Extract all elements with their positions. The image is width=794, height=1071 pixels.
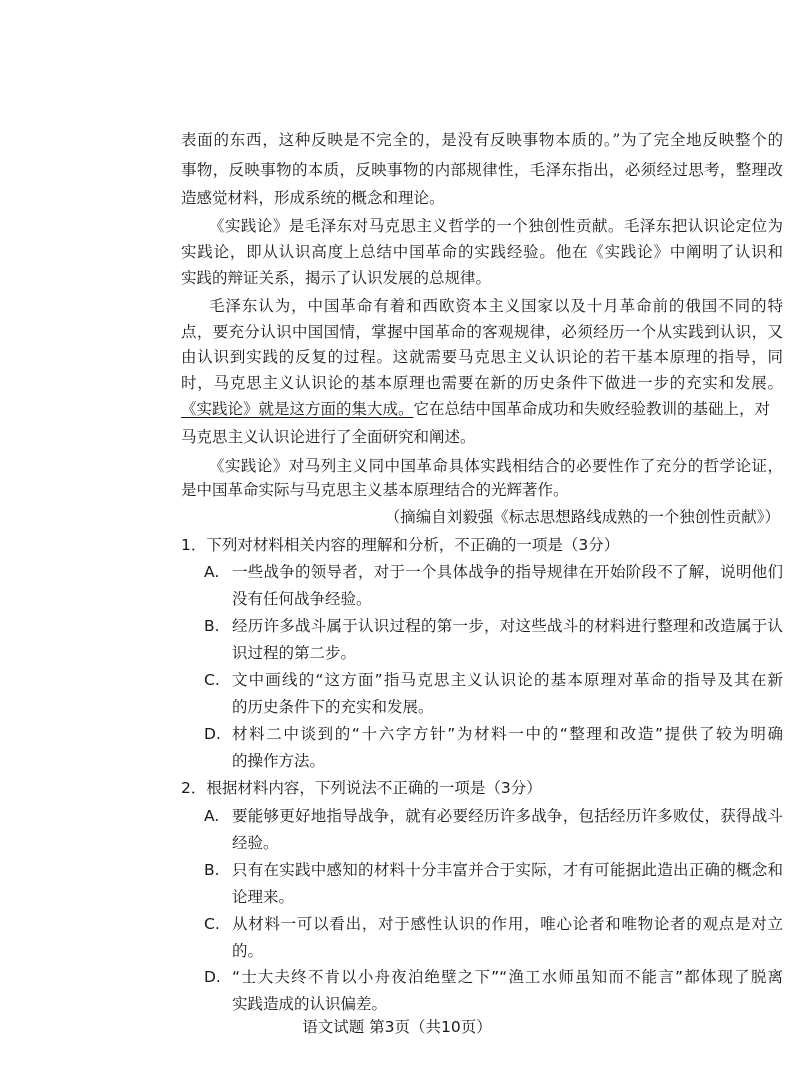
- option-text: 没有任何战争经验。: [232, 590, 372, 608]
- option-letter: D.: [204, 725, 221, 743]
- option-text: 经历许多战斗属于认识过程的第一步，对这些战斗的材料进行整理和改造属于认: [232, 617, 783, 635]
- option-text: 实践造成的认识偏差。: [232, 995, 388, 1013]
- passage-line: 《实践论》对马列主义同中国革命具体实践相结合的必要性作了充分的哲学论证，: [209, 457, 783, 475]
- option-letter: C.: [204, 671, 220, 689]
- option-letter: D.: [204, 968, 221, 986]
- passage-line: 实践论，即从认识高度上总结中国革命的实践经验。他在《实践论》中阐明了认识和: [181, 243, 783, 261]
- option-text: 识过程的第二步。: [232, 644, 357, 662]
- passage-line: 是中国革命实际与马克思主义基本原理结合的光辉著作。: [181, 481, 569, 499]
- underlined-passage: 《实践论》就是这方面的集大成。: [181, 400, 414, 418]
- option-text: 的历史条件下的充实和发展。: [232, 698, 434, 716]
- passage-line: 造感觉材料，形成系统的概念和理论。: [181, 189, 445, 207]
- option-text: 只有在实践中感知的材料十分丰富并合于实际，才有可能据此造出正确的概念和: [232, 861, 783, 879]
- passage-line: 事物，反映事物的本质，反映事物的内部规律性，毛泽东指出，必须经过思考，整理改: [181, 161, 783, 179]
- option-letter: B.: [204, 617, 220, 635]
- option-text: 从材料一可以看出，对于感性认识的作用，唯心论者和唯物论者的观点是对立: [232, 915, 783, 933]
- passage-line: 表面的东西，这种反映是不完全的，是没有反映事物本质的。”为了完全地反映整个的: [181, 131, 783, 149]
- passage-line: 时，马克思主义认识论的基本原理也需要在新的历史条件下做进一步的充实和发展。: [181, 374, 783, 392]
- option-letter: C.: [204, 915, 220, 933]
- passage-line: [181, 397, 770, 421]
- passage-line: 实践的辩证关系，揭示了认识发展的总规律。: [181, 269, 492, 287]
- option-letter: A.: [204, 807, 220, 825]
- option-text: “士大夫终不肯以小舟夜泊绝壁之下”“渔工水师虽知而不能言”都体现了脱离: [232, 968, 783, 986]
- option-text: 文中画线的“这方面”指马克思主义认识论的基本原理对革命的指导及其在新: [232, 671, 783, 689]
- option-letter: A.: [204, 563, 220, 581]
- page-footer: 语文试题 第3页（共10页）: [302, 1018, 492, 1036]
- option-text: 材料二中谈到的“十六字方针”为材料一中的“整理和改造”提供了较为明确: [232, 725, 783, 743]
- option-text: 论理来。: [232, 888, 295, 906]
- passage-line: 《实践论》是毛泽东对马克思主义哲学的一个独创性贡献。毛泽东把认识论定位为: [209, 217, 783, 235]
- option-letter: B.: [204, 861, 220, 879]
- passage-source: （摘编自刘毅强《标志思想路线成熟的一个独创性贡献》）: [384, 508, 780, 526]
- option-text: 经验。: [232, 834, 279, 852]
- option-text: 的操作方法。: [232, 752, 326, 770]
- passage-line-rest: 它在总结中国革命成功和失败经验教训的基础上，对: [413, 400, 771, 418]
- passage-line: 点，要充分认识中国国情，掌握中国革命的客观规律，必须经历一个从实践到认识，又: [181, 323, 783, 341]
- option-text: 的。: [232, 942, 264, 960]
- question-stem: 1．下列对材料相关内容的理解和分析，不正确的一项是（3分）: [181, 536, 620, 554]
- passage-line: 毛泽东认为，中国革命有着和西欧资本主义国家以及十月革命前的俄国不同的特: [209, 297, 783, 315]
- passage-line: 马克思主义认识论进行了全面研究和阐述。: [181, 428, 476, 446]
- passage-line: 由认识到实践的反复的过程。这就需要马克思主义认识论的若干基本原理的指导，同: [181, 348, 783, 366]
- option-text: 一些战争的领导者，对于一个具体战争的指导规律在开始阶段不了解，说明他们: [232, 563, 783, 581]
- question-stem: 2．根据材料内容，下列说法不正确的一项是（3分）: [181, 779, 542, 797]
- option-text: 要能够更好地指导战争，就有必要经历许多战争，包括经历许多败仗，获得战斗: [232, 807, 783, 825]
